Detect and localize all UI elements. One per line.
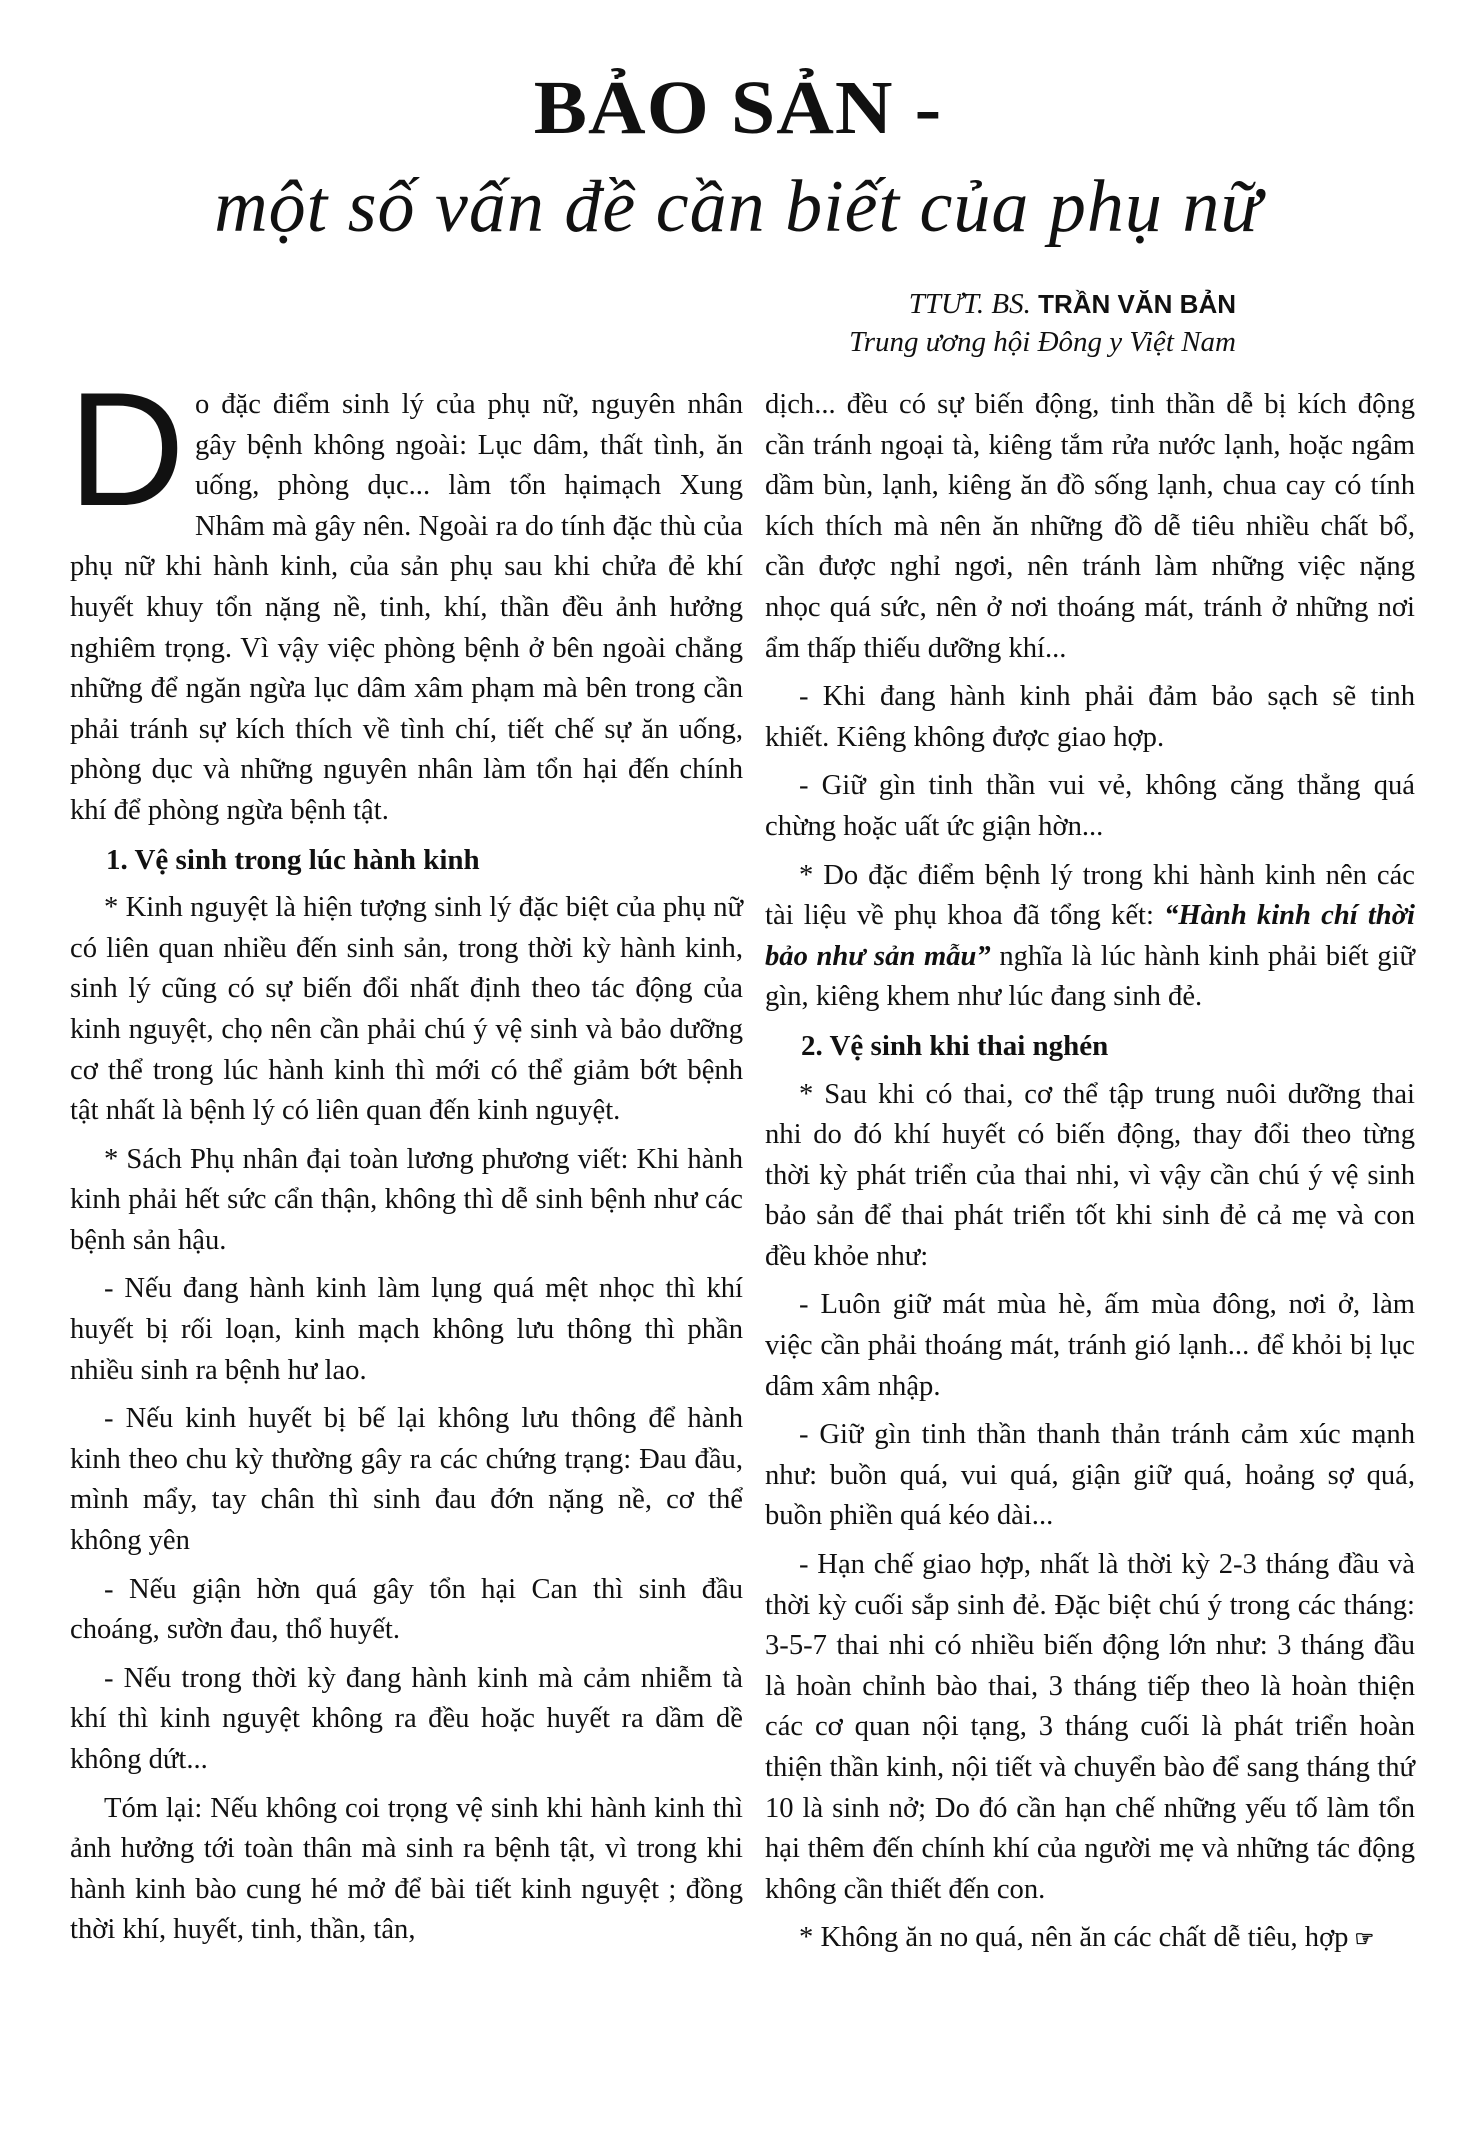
paragraph: - Nếu kinh huyết bị bế lại không lưu thông để hành kinh theo chu kỳ thường gây ra các chứng trạng: Đau đầu, mình mẩy, tay chân thì sinh đau đớn nặng nề, cơ thể không yên bbox=[70, 1403, 743, 1557]
paragraph: - Nếu giận hờn quá gây tổn hại Can thì sinh đầu choáng, sườn đau, thổ huyết. bbox=[70, 1573, 743, 1646]
intro-text: o đặc điểm sinh lý của phụ nữ, nguyên nhân gây bệnh không ngoài: Lục dâm, thất tình, ăn uống, phòng dục... làm tổn hạimạch Xung Nhâm mà gây nên. Ngoài ra do tính đặc thù của phụ nữ khi hành kinh, của sản phụ sau khi chửa đẻ khí huyết khuy tổn nặng nề, tinh, khí, thần đều ảnh hưởng nghiêm trọng. Vì vậy việc phòng bệnh ở bên ngoài chẳng những để ngăn ngừa lục dâm xâm phạm mà bên trong cần phải tránh sự kích thích về tình chí, tiết chế sự ăn uống, phòng dục và những nguyên nhân làm tổn hại đến chính khí để phòng ngừa bệnh tật. bbox=[70, 389, 743, 826]
continue-pointer-icon: ☞ bbox=[1354, 1926, 1375, 1952]
byline bbox=[849, 285, 1236, 361]
article-title: BẢO SẢN - bbox=[533, 66, 943, 150]
paragraph: - Luôn giữ mát mùa hè, ấm mùa đông, nơi ở, làm việc cần phải thoáng mát, tránh gió lạnh... để khỏi bị lục dâm xâm nhập. bbox=[765, 1289, 1415, 1402]
text-run: nghĩa là lúc hành kinh phải biết giữ gìn, kiêng khem như lúc đang sinh đẻ. bbox=[765, 940, 1415, 1013]
quotation: “Hành kinh chí thời bảo như sản mẫu” bbox=[765, 900, 1415, 972]
intro-paragraph bbox=[68, 359, 743, 832]
paragraph: * Sách Phụ nhân đại toàn lương phương viết: Khi hành kinh phải hết sức cẩn thận, không thì dễ sinh bệnh như các bệnh sản hậu. bbox=[70, 1143, 743, 1256]
paragraph: dịch... đều có sự biến động, tinh thần dễ bị kích động cần tránh ngoại tà, kiêng tắm rửa nước lạnh, hoặc ngâm dầm bùn, lạnh, kiêng ăn đồ sống lạnh, chua cay có tính kích thích mà nên ăn những đồ dễ tiêu nhiều chất bổ, cần được nghỉ ngơi, nên tránh làm những việc nặng nhọc quá sức, nên ở nơi thoáng mát, tránh ở những nơi ẩm thấp thiếu dưỡng khí... bbox=[765, 389, 1415, 664]
paragraph: - Giữ gìn tinh thần vui vẻ, không căng thẳng quá chừng hoặc uất ức giận hờn... bbox=[765, 770, 1415, 842]
text-run: * Do đặc điểm bệnh lý trong khi hành kinh nên các tài liệu về phụ khoa đã tổng kết: bbox=[765, 859, 1415, 932]
paragraph: - Giữ gìn tinh thần thanh thản tránh cảm xúc mạnh như: buồn quá, vui quá, giận giữ quá, hoảng sợ quá, buồn phiền quá kéo dài... bbox=[765, 1419, 1415, 1532]
paragraph: - Khi đang hành kinh phải đảm bảo sạch sẽ tinh khiết. Kiêng không được giao hợp. bbox=[765, 681, 1415, 753]
paragraph bbox=[765, 856, 1415, 1018]
paragraph: - Nếu đang hành kinh làm lụng quá mệt nhọc thì khí huyết bị rối loạn, kinh mạch không lưu thông thì phần nhiều sinh ra bệnh hư lao. bbox=[70, 1273, 743, 1386]
author-name: TRẦN VĂN BẢN bbox=[1038, 289, 1236, 319]
section-heading-1: 1. Vệ sinh trong lúc hành kinh bbox=[106, 843, 480, 876]
drop-cap: D bbox=[68, 359, 185, 540]
article-subtitle: một số vấn đề cần biết của phụ nữ bbox=[214, 166, 1262, 248]
paragraph bbox=[765, 1918, 1415, 1960]
paragraph: * Sau khi có thai, cơ thể tập trung nuôi dưỡng thai nhi do đó khí huyết có biến động, thay đổi theo từng thời kỳ phát triển của thai nhi, vì vậy cần chú ý vệ sinh bảo sản để thai phát triển tốt khi sinh đẻ cả mẹ và con đều khỏe như: bbox=[765, 1078, 1415, 1272]
section-heading-2: 2. Vệ sinh khi thai nghén bbox=[801, 1029, 1109, 1062]
right-column bbox=[765, 385, 1415, 1968]
author-affiliation: Trung ương hội Đông y Việt Nam bbox=[849, 326, 1236, 358]
paragraph: * Kinh nguyệt là hiện tượng sinh lý đặc biệt của phụ nữ có liên quan nhiều đến sinh sản, trong thời kỳ hành kinh, sinh lý cũng có sự biến đổi nhất định theo tác động của kinh nguyệt, chọ nên cần phải chú ý vệ sinh và bảo dưỡng cơ thể trong lúc hành kinh thì mới có thể giảm bớt bệnh tật nhất là bệnh lý có liên quan đến kinh nguyệt. bbox=[70, 892, 743, 1127]
paragraph: Tóm lại: Nếu không coi trọng vệ sinh khi hành kinh thì ảnh hưởng tới toàn thân mà sinh ra bệnh tật, vì trong khi hành kinh bào cung hé mở để bài tiết kinh nguyệt ; đồng thời khí, huyết, tinh, thần, tân, bbox=[70, 1792, 743, 1946]
paragraph: - Hạn chế giao hợp, nhất là thời kỳ 2-3 tháng đầu và thời kỳ cuối sắp sinh đẻ. Đặc biệt chú ý trong các tháng: 3-5-7 thai nhi có nhiều biến động lớn như: 3 tháng đầu là hoàn chỉnh bào thai, 3 tháng tiếp theo là hoàn thiện các cơ quan nội tạng, 3 tháng cuối là phát triển hoàn thiện thần kinh, nội tiết và chuyển bào để sang tháng thứ 10 là sinh nở; Do đó cần hạn chế những yếu tố làm tổn hại thêm đến chính khí của người mẹ và những tác động không cần thiết đến con. bbox=[765, 1549, 1415, 1905]
paragraph: - Nếu trong thời kỳ đang hành kinh mà cảm nhiễm tà khí thì kinh nguyệt không ra đều hoặc huyết ra dầm dề không dứt... bbox=[70, 1662, 743, 1775]
left-column bbox=[68, 359, 743, 1959]
text-run: * Không ăn no quá, nên ăn các chất dễ tiêu, hợp bbox=[799, 1922, 1349, 1954]
author-title: TTƯT. BS. bbox=[908, 288, 1031, 320]
author-line bbox=[849, 285, 1236, 323]
